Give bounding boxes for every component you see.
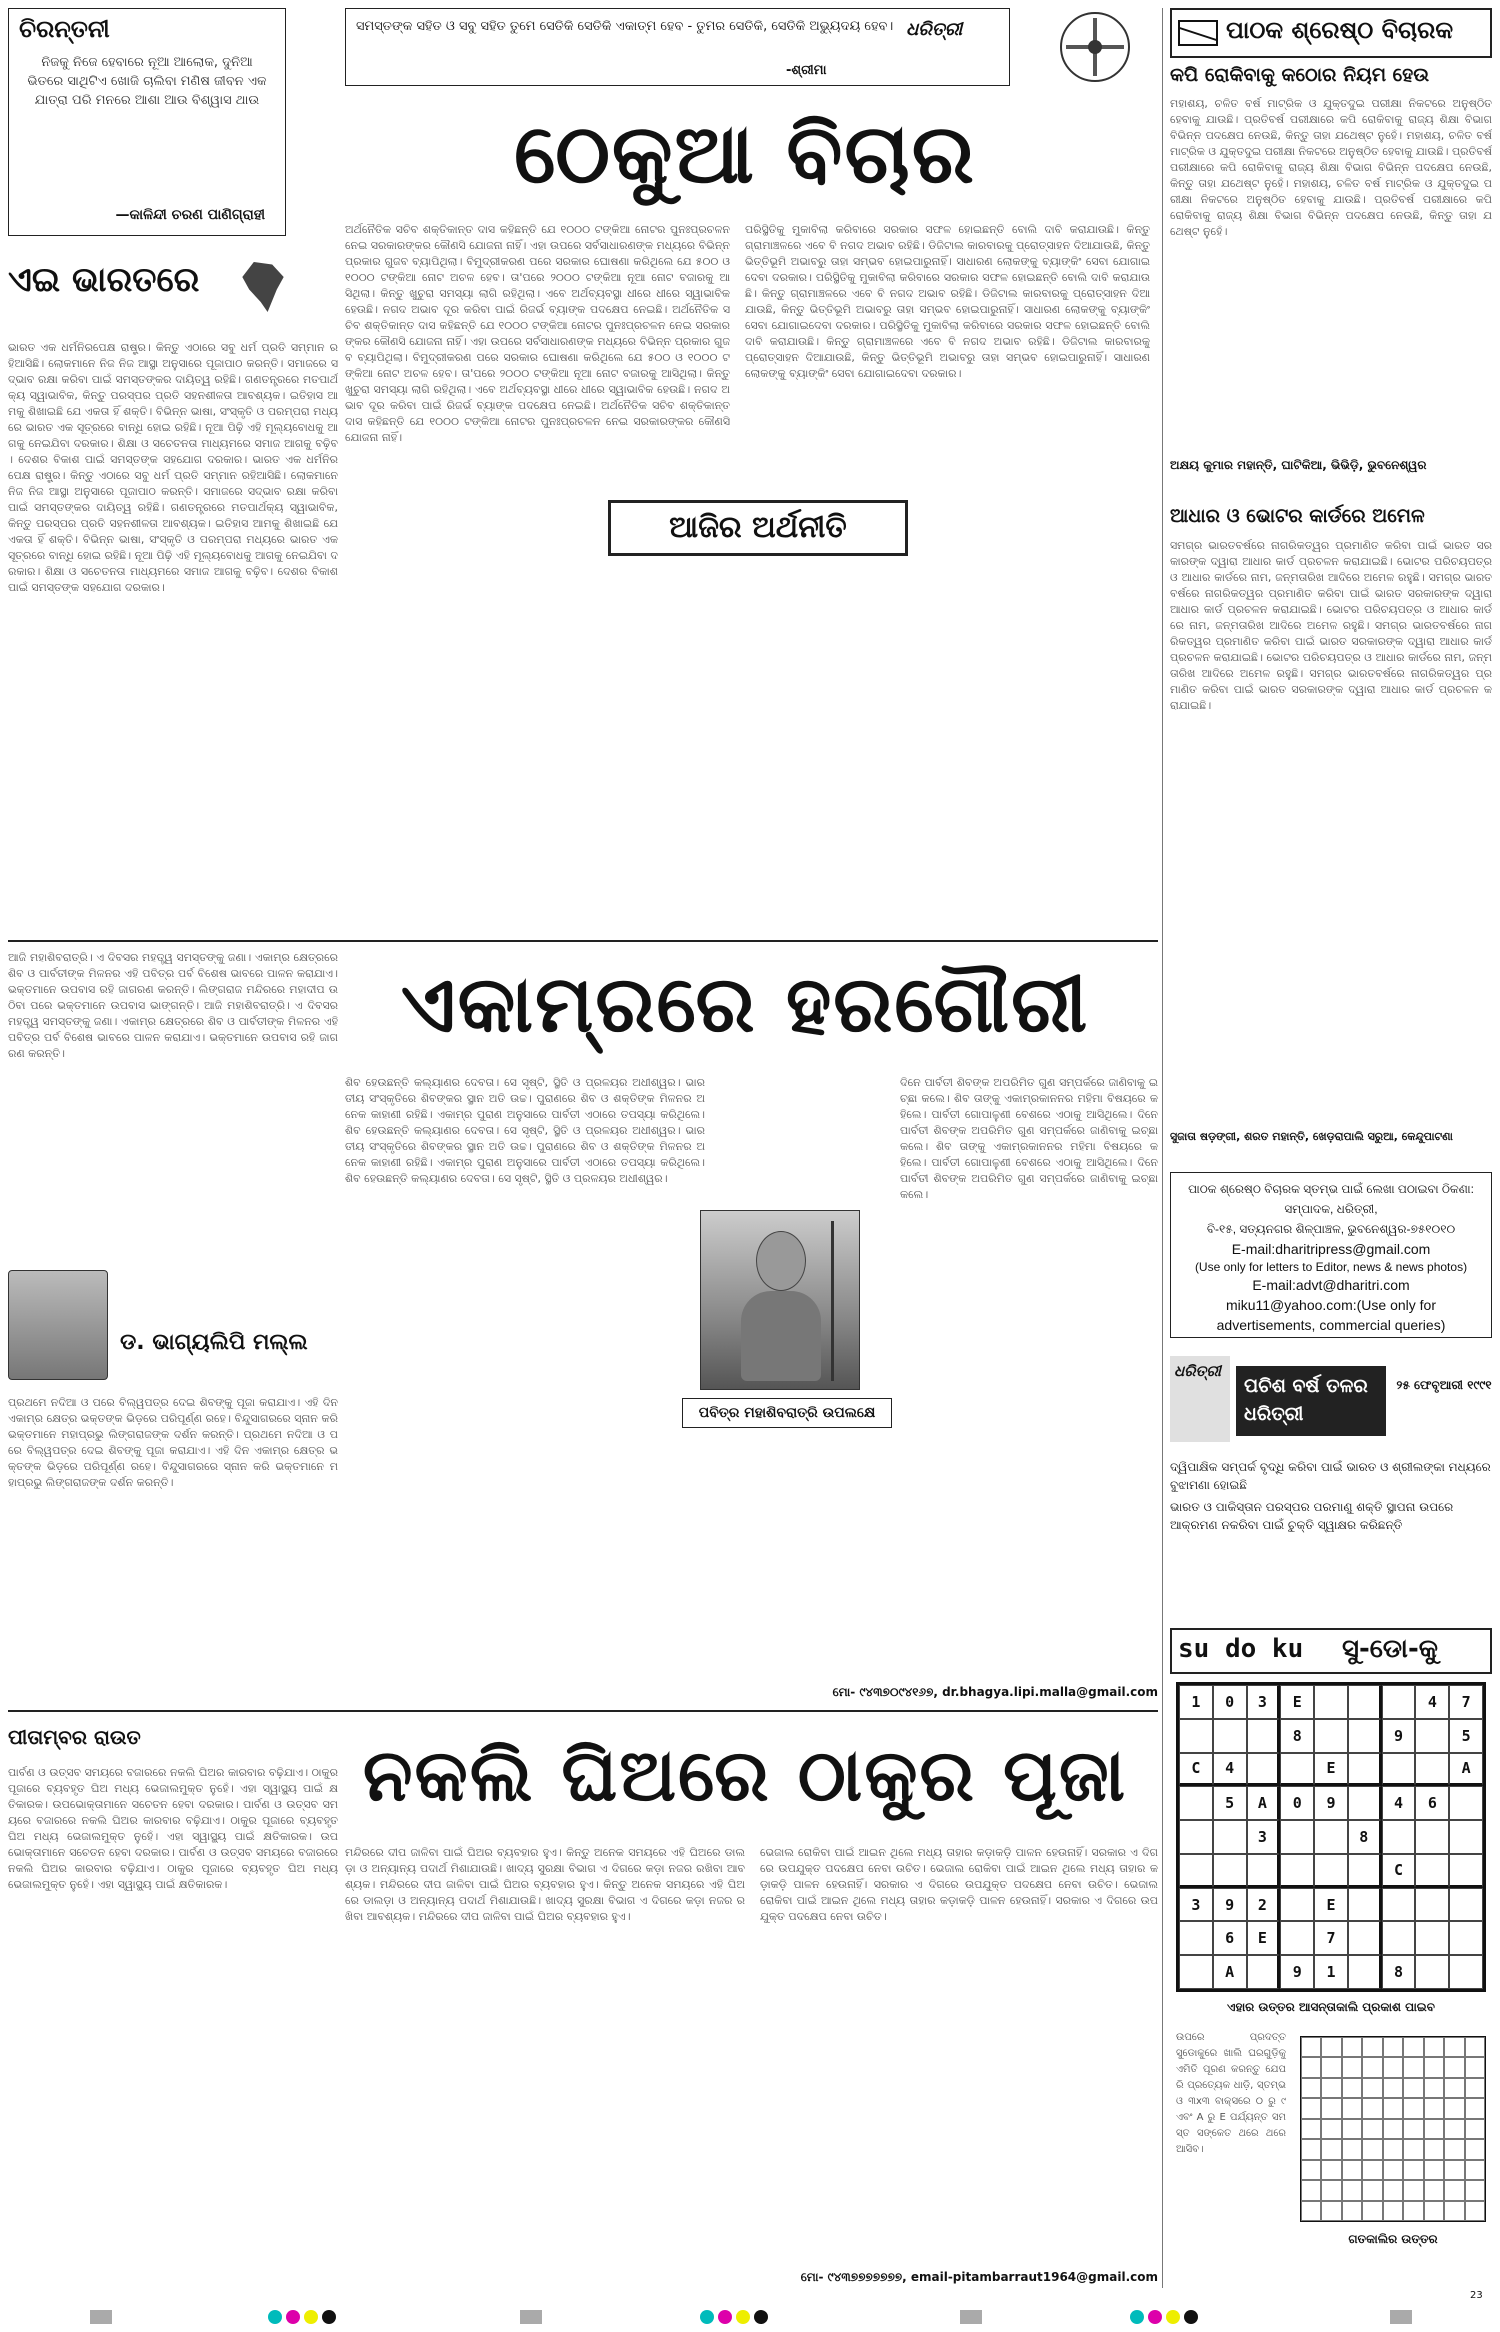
sudoku-cell[interactable] xyxy=(1348,1719,1382,1753)
sudoku-cell[interactable] xyxy=(1449,1820,1483,1854)
contact-line3: ବି-୧୫, ସତ୍ୟନଗର ଶିଳ୍ପାଞ୍ଚଳ, ଭୁବନେଶ୍ୱର-୭୫୧୦୧୦ xyxy=(1206,1222,1456,1236)
answer-cell xyxy=(1444,2057,1464,2077)
sudoku-cell[interactable]: E xyxy=(1280,1685,1314,1719)
harigauri-body-4: ଦିନେ ପାର୍ବତୀ ଶିବଙ୍କ ଅପରିମିତ ଗୁଣ ସମ୍ପର୍କରେ ଜାଣିବାକୁ ଇଚ୍ଛା କଲେ। ଶିବ ତାଙ୍କୁ ଏକାମ୍ରକାନନର ମହିମା ବିଷୟରେ କହିଲେ। ପାର୍ବତୀ ଗୋପାଳୁଣୀ ବେଶରେ ଏଠାକୁ ଆସିଥିଲେ। ଦିନେ ପାର୍ବତୀ ଶିବଙ୍କ ଅପରିମିତ ଗୁଣ ସମ୍ପର୍କରେ ଜାଣିବାକୁ ଇଚ୍ଛା କଲେ। ଶିବ ତାଙ୍କୁ ଏକାମ୍ରକାନନର ମହିମା ବିଷୟରେ କହିଲେ। ପାର୍ବତୀ ଗୋପାଳୁଣୀ ବେଶରେ ଏଠାକୁ ଆସିଥିଲେ। ଦିନେ ପାର୍ବତୀ ଶିବଙ୍କ ଅପରିମିତ ଗୁଣ ସମ୍ପର୍କରେ ଜାଣିବାକୁ ଇଚ୍ଛା କଲେ। xyxy=(900,1076,1158,1201)
sudoku-cell[interactable]: 8 xyxy=(1280,1719,1314,1753)
sudoku-cell[interactable] xyxy=(1415,1753,1449,1787)
contact-email3-note: advertisements, commercial queries) xyxy=(1216,1317,1446,1333)
anniversary-logo: ଧରିତ୍ରୀ xyxy=(1170,1356,1230,1442)
harigauri-body-2: ପ୍ରଥମେ ନଦିଆ ଓ ପରେ ବିଲ୍ୱପତ୍ର ଦେଇ ଶିବଙ୍କୁ ପୂଜା କରାଯାଏ। ଏହି ଦିନ ଏକାମ୍ର କ୍ଷେତ୍ର ଭକ୍ତଙ୍କ ଭିଡ଼ରେ ପରିପୂର୍ଣ୍ଣ ରହେ। ବିନ୍ଦୁସାଗରରେ ସ୍ନାନ କରି ଭକ୍ତମାନେ ମହାପ୍ରଭୁ ଲିଙ୍ଗରାଜଙ୍କ ଦର୍ଶନ କରନ୍ତି। ପ୍ରଥମେ ନଦିଆ ଓ ପରେ ବିଲ୍ୱପତ୍ର ଦେଇ ଶିବଙ୍କୁ ପୂଜା କରାଯାଏ। ଏହି ଦିନ ଏକାମ୍ର କ୍ଷେତ୍ର ଭକ୍ତଙ୍କ ଭିଡ଼ରେ ପରିପୂର୍ଣ୍ଣ ରହେ। ବିନ୍ଦୁସାଗରରେ ସ୍ନାନ କରି ଭକ୍ତମାନେ ମହାପ୍ରଭୁ ଲିଙ୍ଗରାଜଙ୍କ ଦର୍ଶନ କରନ୍ତି। xyxy=(8,1396,338,1489)
envelope-icon xyxy=(1178,20,1218,46)
answer-cell xyxy=(1321,2037,1341,2057)
sudoku-cell[interactable] xyxy=(1179,1719,1213,1753)
answer-cell xyxy=(1465,2078,1485,2098)
nakali-headline: ନକଲି ଘିଅରେ ଠାକୁର ପୂଜା xyxy=(362,1733,1128,1817)
sudoku-cell[interactable]: 1 xyxy=(1179,1685,1213,1719)
answer-cell xyxy=(1424,2160,1444,2180)
sudoku-cell[interactable]: 9 xyxy=(1213,1888,1247,1922)
sudoku-title-en: su do ku xyxy=(1178,1634,1304,1664)
answer-cell xyxy=(1465,2037,1485,2057)
sudoku-cell[interactable] xyxy=(1449,1854,1483,1888)
sudoku-cell[interactable]: 1 xyxy=(1314,1955,1348,1989)
sudoku-cell[interactable] xyxy=(1348,1854,1382,1888)
contact-email3[interactable]: miku11@yahoo.com:(Use only for xyxy=(1225,1297,1437,1313)
answer-cell xyxy=(1321,2057,1341,2077)
sudoku-cell[interactable]: 0 xyxy=(1280,1786,1314,1820)
sudoku-cell[interactable] xyxy=(1179,1786,1213,1820)
contact-box xyxy=(1170,1172,1492,1338)
sudoku-cell[interactable] xyxy=(1449,1921,1483,1955)
answer-cell xyxy=(1342,2160,1362,2180)
sudoku-cell[interactable] xyxy=(1280,1820,1314,1854)
sudoku-cell[interactable]: A xyxy=(1247,1786,1281,1820)
black-dot xyxy=(1184,2310,1198,2324)
nakali-author: ପୀତାମ୍ବର ରାଉତ xyxy=(8,1725,141,1749)
answer-cell xyxy=(1301,2180,1321,2200)
sudoku-cell[interactable]: 9 xyxy=(1314,1786,1348,1820)
answer-cell xyxy=(1465,2119,1485,2139)
sudoku-cell[interactable] xyxy=(1449,1786,1483,1820)
chirantani-poem: ନିଜକୁ ନିଜେ ହେବାରେ ନୂଆ ଆଲୋକ, ଦୁନିଆ ଭିତରେ ସାଥିଟିଏ ଖୋଜି ଚାଲିବା ମଣିଷ ଜୀବନ ଏକ ଯାତ୍ରା ପରି ମନରେ ଆଶା ଆଉ ବିଶ୍ୱାସ ଥାଉ xyxy=(27,55,267,108)
sudoku-cell[interactable] xyxy=(1213,1854,1247,1888)
sudoku-footer: ଏହାର ଉତ୍ତର ଆସନ୍ତାକାଲି ପ୍ରକାଶ ପାଇବ xyxy=(1227,2000,1435,2014)
anniversary-header xyxy=(1170,1356,1492,1446)
answer-cell xyxy=(1403,2139,1423,2159)
shiva-caption: ପବିତ୍ର ମହାଶିବରାତ୍ରି ଉପଲକ୍ଷେ xyxy=(698,1405,876,1421)
nakali-contact: ମୋ- ୯୪୩୭୭୭୭୭୭୭, email-pitambarraut1964@gmail.com xyxy=(800,2270,1158,2284)
answer-cell xyxy=(1362,2119,1382,2139)
page-number: 23 xyxy=(1470,2290,1483,2301)
anniversary-news2: ଭାରତ ଓ ପାକିସ୍ତାନ ପରସ୍ପର ପରମାଣୁ ଶକ୍ତି ସ୍ଥାପନା ଉପରେ ଆକ୍ରମଣ ନକରିବା ପାଇଁ ଚୁକ୍ତି ସ୍ୱାକ୍ଷର କରିଛନ୍ତି xyxy=(1170,1500,1454,1532)
answer-cell xyxy=(1424,2201,1444,2221)
answer-cell xyxy=(1362,2201,1382,2221)
answer-cell xyxy=(1342,2098,1362,2118)
sudoku-cell[interactable] xyxy=(1179,1820,1213,1854)
anniversary-news1: ଦ୍ୱିପାକ୍ଷିକ ସମ୍ପର୍କ ବୃଦ୍ଧି କରିବା ପାଇଁ ଭାରତ ଓ ଶ୍ରୀଲଙ୍କା ମଧ୍ୟରେ ବୁଝାମଣା ହୋଇଛି xyxy=(1170,1460,1491,1492)
answer-cell xyxy=(1301,2078,1321,2098)
reg-mark xyxy=(960,2310,982,2324)
sudoku-cell[interactable] xyxy=(1348,1921,1382,1955)
cyan-dot xyxy=(268,2310,282,2324)
answer-cell xyxy=(1383,2078,1403,2098)
answer-cell xyxy=(1301,2098,1321,2118)
sudoku-cell[interactable] xyxy=(1382,1921,1416,1955)
answer-cell xyxy=(1465,2201,1485,2221)
sudoku-cell[interactable]: A xyxy=(1213,1955,1247,1989)
answer-cell xyxy=(1362,2057,1382,2077)
letter1-author: ଅକ୍ଷୟ କୁମାର ମହାନ୍ତି, ଘାଟିକିଆ, ଭିଭିଡ଼ି, ଭୁବନେଶ୍ୱର xyxy=(1170,458,1427,472)
right-column-divider xyxy=(1162,8,1163,2288)
reg-mark xyxy=(90,2310,112,2324)
sudoku-cell[interactable]: 5 xyxy=(1449,1719,1483,1753)
contact-line1: ପାଠକ ଶ୍ରେଷ୍ଠ ବିଚାରକ ସ୍ତମ୍ଭ ପାଇଁ ଲେଖା ପଠାଇବା ଠିକଣା: xyxy=(1188,1182,1474,1196)
sudoku-cell[interactable]: A xyxy=(1449,1753,1483,1787)
answer-cell xyxy=(1383,2119,1403,2139)
answer-cell xyxy=(1444,2037,1464,2057)
answer-cell xyxy=(1383,2160,1403,2180)
sudoku-cell[interactable] xyxy=(1314,1719,1348,1753)
sudoku-cell[interactable]: 9 xyxy=(1280,1955,1314,1989)
answer-cell xyxy=(1362,2098,1382,2118)
answer-cell xyxy=(1383,2180,1403,2200)
sudoku-cell[interactable] xyxy=(1280,1888,1314,1922)
sudoku-cell[interactable] xyxy=(1280,1854,1314,1888)
answer-cell xyxy=(1403,2201,1423,2221)
sudoku-cell[interactable]: 5 xyxy=(1213,1786,1247,1820)
answer-cell xyxy=(1342,2078,1362,2098)
sudoku-cell[interactable]: E xyxy=(1247,1921,1281,1955)
previous-answer-grid xyxy=(1300,2036,1486,2222)
section-divider-1 xyxy=(8,940,1158,942)
answer-cell xyxy=(1321,2180,1341,2200)
sudoku-cell[interactable] xyxy=(1382,1685,1416,1719)
quote-author: -ଶ୍ରୀମା xyxy=(786,63,827,78)
yellow-dot xyxy=(304,2310,318,2324)
section-divider-2 xyxy=(8,1710,1158,1712)
sudoku-cell[interactable] xyxy=(1213,1820,1247,1854)
sudoku-cell[interactable]: E xyxy=(1314,1753,1348,1787)
answer-cell xyxy=(1383,2037,1403,2057)
sudoku-cell[interactable] xyxy=(1415,1955,1449,1989)
answer-cell xyxy=(1403,2180,1423,2200)
answer-cell xyxy=(1403,2119,1423,2139)
nakali-body-1: ପାର୍ବଣ ଓ ଉତ୍ସବ ସମୟରେ ବଜାରରେ ନକଲି ଘିଅର କାରବାର ବଢ଼ିଯାଏ। ଠାକୁର ପୂଜାରେ ବ୍ୟବହୃତ ଘିଅ ମଧ୍ୟ ଭେଜାଲମୁକ୍ତ ନୁହେଁ। ଏହା ସ୍ୱାସ୍ଥ୍ୟ ପାଇଁ କ୍ଷତିକାରକ। ଉପଭୋକ୍ତାମାନେ ସଚେତନ ହେବା ଦରକାର। ପାର୍ବଣ ଓ ଉତ୍ସବ ସମୟରେ ବଜାରରେ ନକଲି ଘିଅର କାରବାର ବଢ଼ିଯାଏ। ଠାକୁର ପୂଜାରେ ବ୍ୟବହୃତ ଘିଅ ମଧ୍ୟ ଭେଜାଲମୁକ୍ତ ନୁହେଁ। ଏହା ସ୍ୱାସ୍ଥ୍ୟ ପାଇଁ କ୍ଷତିକାରକ। ଉପଭୋକ୍ତାମାନେ ସଚେତନ ହେବା ଦରକାର। ପାର୍ବଣ ଓ ଉତ୍ସବ ସମୟରେ ବଜାରରେ ନକଲି ଘିଅର କାରବାର ବଢ଼ିଯାଏ। ଠାକୁର ପୂଜାରେ ବ୍ୟବହୃତ ଘିଅ ମଧ୍ୟ ଭେଜାଲମୁକ୍ତ ନୁହେଁ। ଏହା ସ୍ୱାସ୍ଥ୍ୟ ପାଇଁ କ୍ଷତିକାରକ। xyxy=(8,1766,338,1891)
sudoku-cell[interactable]: 6 xyxy=(1415,1786,1449,1820)
sudoku-cell[interactable] xyxy=(1449,1955,1483,1989)
harigauri-headline: ଏକାମ୍ରରେ ହରଗୌରୀ xyxy=(400,960,1090,1050)
reg-mark xyxy=(1390,2310,1412,2324)
answer-cell xyxy=(1444,2139,1464,2159)
letters-header xyxy=(1170,8,1492,58)
answer-cell xyxy=(1444,2201,1464,2221)
sudoku-cell[interactable] xyxy=(1247,1719,1281,1753)
nakali-body-2: ମନ୍ଦିରରେ ଦୀପ ଜାଳିବା ପାଇଁ ଘିଅର ବ୍ୟବହାର ହୁଏ। କିନ୍ତୁ ଅନେକ ସମୟରେ ଏହି ଘିଅରେ ଡାଲଡ଼ା ଓ ଅନ୍ୟାନ୍ୟ ପଦାର୍ଥ ମିଶାଯାଉଛି। ଖାଦ୍ୟ ସୁରକ୍ଷା ବିଭାଗ ଏ ଦିଗରେ କଡ଼ା ନଜର ରଖିବା ଆବଶ୍ୟକ। ମନ୍ଦିରରେ ଦୀପ ଜାଳିବା ପାଇଁ ଘିଅର ବ୍ୟବହାର ହୁଏ। କିନ୍ତୁ ଅନେକ ସମୟରେ ଏହି ଘିଅରେ ଡାଲଡ଼ା ଓ ଅନ୍ୟାନ୍ୟ ପଦାର୍ଥ ମିଶାଯାଉଛି। ଖାଦ୍ୟ ସୁରକ୍ଷା ବିଭାଗ ଏ ଦିଗରେ କଡ଼ା ନଜର ରଖିବା ଆବଶ୍ୟକ। ମନ୍ଦିରରେ ଦୀପ ଜାଳିବା ପାଇଁ ଘିଅର ବ୍ୟବହାର ହୁଏ। xyxy=(345,1846,745,1923)
sudoku-cell[interactable] xyxy=(1382,1820,1416,1854)
answer-cell xyxy=(1342,2180,1362,2200)
answer-cell xyxy=(1362,2180,1382,2200)
answer-cell xyxy=(1301,2201,1321,2221)
contact-line2: ସମ୍ପାଦକ, ଧରିତ୍ରୀ, xyxy=(1284,1202,1378,1216)
wheel-icon xyxy=(1060,12,1130,82)
answer-cell xyxy=(1301,2057,1321,2077)
magenta-dot xyxy=(1148,2310,1162,2324)
yellow-dot xyxy=(1166,2310,1180,2324)
answer-cell xyxy=(1403,2057,1423,2077)
answer-cell xyxy=(1342,2119,1362,2139)
answer-cell xyxy=(1383,2057,1403,2077)
sudoku-cell[interactable] xyxy=(1314,1685,1348,1719)
sudoku-cell[interactable] xyxy=(1415,1719,1449,1753)
answer-cell xyxy=(1424,2098,1444,2118)
chirantani-box xyxy=(8,8,286,236)
answer-cell xyxy=(1424,2139,1444,2159)
harigauri-author: ଡ. ଭାଗ୍ୟଲିପି ମଲ୍ଲ xyxy=(120,1330,308,1355)
sudoku-instructions: ଉପରେ ପ୍ରଦତ୍ତ ସୁଡୋକୁରେ ଖାଲି ଘରଗୁଡ଼ିକୁ ଏମିତି ପୂରଣ କରନ୍ତୁ ଯେପରି ପ୍ରତ୍ୟେକ ଧାଡ଼ି, ସ୍ତମ୍ଭ ଓ ୩x୩ ବାକ୍ସରେ ୦ ରୁ ୯ ଏବଂ A ରୁ E ପର୍ଯ୍ୟନ୍ତ ସମସ୍ତ ସଙ୍କେତ ଥରେ ଥରେ ଆସିବ। xyxy=(1176,2032,1286,2155)
sudoku-cell[interactable] xyxy=(1314,1820,1348,1854)
sudoku-cell[interactable] xyxy=(1247,1854,1281,1888)
sudoku-cell[interactable]: 4 xyxy=(1213,1753,1247,1787)
anniversary-date: ୨୫ ଫେବୃଆରୀ ୧୯୯୧ xyxy=(1396,1378,1492,1392)
column-masthead xyxy=(8,260,288,330)
sudoku-cell[interactable] xyxy=(1314,1854,1348,1888)
sudoku-cell[interactable] xyxy=(1382,1753,1416,1787)
answer-cell xyxy=(1403,2037,1423,2057)
letter2-title: ଆଧାର ଓ ଭୋଟର କାର୍ଡରେ ଅମେଳ xyxy=(1170,505,1425,527)
answer-cell xyxy=(1301,2037,1321,2057)
answer-cell xyxy=(1424,2119,1444,2139)
sudoku-cell[interactable] xyxy=(1348,1786,1382,1820)
black-dot xyxy=(754,2310,768,2324)
answer-cell xyxy=(1362,2037,1382,2057)
editorial-body-1: ଅର୍ଥନୈତିକ ସଚିବ ଶକ୍ତିକାନ୍ତ ଦାସ କହିଛନ୍ତି ଯେ ୧୦୦୦ ଟଙ୍କିଆ ନୋଟର ପୁନଃପ୍ରଚଳନ ନେଇ ସରକାରଙ୍କର କୌଣସି ଯୋଜନା ନାହିଁ। ଏହା ଉପରେ ସର୍ବସାଧାରଣଙ୍କ ମଧ୍ୟରେ ବିଭିନ୍ନ ପ୍ରକାର ଗୁଜବ ବ୍ୟାପିଥିଲା। ବିମୁଦ୍ରୀକରଣ ପରେ ସରକାର ଘୋଷଣା କରିଥିଲେ ଯେ ୫୦୦ ଓ ୧୦୦୦ ଟଙ୍କିଆ ନୋଟ ଅଚଳ ହେବ। ତା'ପରେ ୨୦୦୦ ଟଙ୍କିଆ ନୂଆ ନୋଟ ବଜାରକୁ ଆସିଥିଲା। କିନ୍ତୁ ଖୁଚୁରା ସମସ୍ୟା ଲାଗି ରହିଥିଲା। ଏବେ ଅର୍ଥବ୍ୟବସ୍ଥା ଧୀରେ ଧୀରେ ସ୍ୱାଭାବିକ ହେଉଛି। ନଗଦ ଅଭାବ ଦୂର କରିବା ପାଇଁ ରିଜର୍ଭ ବ୍ୟାଙ୍କ ପଦକ୍ଷେପ ନେଇଛି। ଅର୍ଥନୈତିକ ସଚିବ ଶକ୍ତିକାନ୍ତ ଦାସ କହିଛନ୍ତି ଯେ ୧୦୦୦ ଟଙ୍କିଆ ନୋଟର ପୁନଃପ୍ରଚଳନ ନେଇ ସରକାରଙ୍କର କୌଣସି ଯୋଜନା ନାହିଁ। ଏହା ଉପରେ ସର୍ବସାଧାରଣଙ୍କ ମଧ୍ୟରେ ବିଭିନ୍ନ ପ୍ରକାର ଗୁଜବ ବ୍ୟାପିଥିଲା। ବିମୁଦ୍ରୀକରଣ ପରେ ସରକାର ଘୋଷଣା କରିଥିଲେ ଯେ ୫୦୦ ଓ ୧୦୦୦ ଟଙ୍କିଆ ନୋଟ ଅଚଳ ହେବ। ତା'ପରେ ୨୦୦୦ ଟଙ୍କିଆ ନୂଆ ନୋଟ ବଜାରକୁ ଆସିଥିଲା। କିନ୍ତୁ ଖୁଚୁରା ସମସ୍ୟା ଲାଗି ରହିଥିଲା। ଏବେ ଅର୍ଥବ୍ୟବସ୍ଥା ଧୀରେ ଧୀରେ ସ୍ୱାଭାବିକ ହେଉଛି। ନଗଦ ଅଭାବ ଦୂର କରିବା ପାଇଁ ରିଜର୍ଭ ବ୍ୟାଙ୍କ ପଦକ୍ଷେପ ନେଇଛି। ଅର୍ଥନୈତିକ ସଚିବ ଶକ୍ତିକାନ୍ତ ଦାସ କହିଛନ୍ତି ଯେ ୧୦୦୦ ଟଙ୍କିଆ ନୋଟର ପୁନଃପ୍ରଚଳନ ନେଇ ସରକାରଙ୍କର କୌଣସି ଯୋଜନା ନାହିଁ। xyxy=(345,223,730,444)
answer-cell xyxy=(1342,2201,1362,2221)
sudoku-cell[interactable]: 8 xyxy=(1348,1820,1382,1854)
answer-cell xyxy=(1444,2078,1464,2098)
column-name: ଏଇ ଭାରତରେ xyxy=(8,260,200,300)
harigauri-body-3: ଶିବ ହେଉଛନ୍ତି କଲ୍ୟାଣର ଦେବତା। ସେ ସୃଷ୍ଟି, ସ୍ଥିତି ଓ ପ୍ରଳୟର ଅଧୀଶ୍ୱର। ଭାରତୀୟ ସଂସ୍କୃତିରେ ଶିବଙ୍କର ସ୍ଥାନ ଅତି ଉଚ୍ଚ। ପୁରାଣରେ ଶିବ ଓ ଶକ୍ତିଙ୍କ ମିଳନର ଅନେକ କାହାଣୀ ରହିଛି। ଏକାମ୍ର ପୁରାଣ ଅନୁସାରେ ପାର୍ବତୀ ଏଠାରେ ତପସ୍ୟା କରିଥିଲେ। ଶିବ ହେଉଛନ୍ତି କଲ୍ୟାଣର ଦେବତା। ସେ ସୃଷ୍ଟି, ସ୍ଥିତି ଓ ପ୍ରଳୟର ଅଧୀଶ୍ୱର। ଭାରତୀୟ ସଂସ୍କୃତିରେ ଶିବଙ୍କର ସ୍ଥାନ ଅତି ଉଚ୍ଚ। ପୁରାଣରେ ଶିବ ଓ ଶକ୍ତିଙ୍କ ମିଳନର ଅନେକ କାହାଣୀ ରହିଛି। ଏକାମ୍ର ପୁରାଣ ଅନୁସାରେ ପାର୍ବତୀ ଏଠାରେ ତପସ୍ୟା କରିଥିଲେ। ଶିବ ହେଉଛନ୍ତି କଲ୍ୟାଣର ଦେବତା। ସେ ସୃଷ୍ଟି, ସ୍ଥିତି ଓ ପ୍ରଳୟର ଅଧୀଶ୍ୱର। xyxy=(345,1076,705,1185)
harigauri-body-1: ଆଜି ମହାଶିବରାତ୍ରି। ଏ ଦିବସର ମହତ୍ତ୍ୱ ସମସ୍ତଙ୍କୁ ଜଣା। ଏକାମ୍ର କ୍ଷେତ୍ରରେ ଶିବ ଓ ପାର୍ବତୀଙ୍କ ମିଳନର ଏହି ପବିତ୍ର ପର୍ବ ବିଶେଷ ଭାବରେ ପାଳନ କରାଯାଏ। ଭକ୍ତମାନେ ଉପବାସ ରହି ଜାଗରଣ କରନ୍ତି। ଲିଙ୍ଗରାଜ ମନ୍ଦିରରେ ମହାଦୀପ ଉଠିବା ପରେ ଭକ୍ତମାନେ ଉପବାସ ଭାଙ୍ଗନ୍ତି। ଆଜି ମହାଶିବରାତ୍ରି। ଏ ଦିବସର ମହତ୍ତ୍ୱ ସମସ୍ତଙ୍କୁ ଜଣା। ଏକାମ୍ର କ୍ଷେତ୍ରରେ ଶିବ ଓ ପାର୍ବତୀଙ୍କ ମିଳନର ଏହି ପବିତ୍ର ପର୍ବ ବିଶେଷ ଭାବରେ ପାଳନ କରାଯାଏ। ଭକ୍ତମାନେ ଉପବାସ ରହି ଜାଗରଣ କରନ୍ତି। xyxy=(8,951,338,1060)
sudoku-cell[interactable]: 3 xyxy=(1247,1685,1281,1719)
dharitri-logo: ଧରିତ୍ରୀ xyxy=(906,19,963,40)
sudoku-cell[interactable] xyxy=(1449,1888,1483,1922)
sudoku-cell[interactable] xyxy=(1348,1888,1382,1922)
answer-cell xyxy=(1465,2180,1485,2200)
magenta-dot xyxy=(718,2310,732,2324)
answer-cell xyxy=(1321,2098,1341,2118)
answer-cell xyxy=(1465,2098,1485,2118)
sudoku-cell[interactable]: 9 xyxy=(1382,1719,1416,1753)
answer-cell xyxy=(1444,2119,1464,2139)
sudoku-cell[interactable] xyxy=(1280,1921,1314,1955)
shiva-image xyxy=(700,1210,860,1390)
answer-cell xyxy=(1424,2037,1444,2057)
letter1-body: ମହାଶୟ, ଚଳିତ ବର୍ଷ ମାଟ୍ରିକ ଓ ଯୁକ୍ତଦୁଇ ପରୀକ୍ଷା ନିକଟରେ ଅନୁଷ୍ଠିତ ହେବାକୁ ଯାଉଛି। ପ୍ରତିବର୍ଷ ପରୀକ୍ଷାରେ କପି ରୋକିବାକୁ ରାଜ୍ୟ ଶିକ୍ଷା ବିଭାଗ ବିଭିନ୍ନ ପଦକ୍ଷେପ ନେଉଛି, କିନ୍ତୁ ତାହା ଯଥେଷ୍ଟ ନୁହେଁ। ମହାଶୟ, ଚଳିତ ବର୍ଷ ମାଟ୍ରିକ ଓ ଯୁକ୍ତଦୁଇ ପରୀକ୍ଷା ନିକଟରେ ଅନୁଷ୍ଠିତ ହେବାକୁ ଯାଉଛି। ପ୍ରତିବର୍ଷ ପରୀକ୍ଷାରେ କପି ରୋକିବାକୁ ରାଜ୍ୟ ଶିକ୍ଷା ବିଭାଗ ବିଭିନ୍ନ ପଦକ୍ଷେପ ନେଉଛି, କିନ୍ତୁ ତାହା ଯଥେଷ୍ଟ ନୁହେଁ। ମହାଶୟ, ଚଳିତ ବର୍ଷ ମାଟ୍ରିକ ଓ ଯୁକ୍ତଦୁଇ ପରୀକ୍ଷା ନିକଟରେ ଅନୁଷ୍ଠିତ ହେବାକୁ ଯାଉଛି। ପ୍ରତିବର୍ଷ ପରୀକ୍ଷାରେ କପି ରୋକିବାକୁ ରାଜ୍ୟ ଶିକ୍ଷା ବିଭାଗ ବିଭିନ୍ନ ପଦକ୍ଷେପ ନେଉଛି, କିନ୍ତୁ ତାହା ଯଥେଷ୍ଟ ନୁହେଁ। xyxy=(1170,97,1492,238)
answer-cell xyxy=(1424,2057,1444,2077)
answer-cell xyxy=(1342,2037,1362,2057)
answer-cell xyxy=(1383,2139,1403,2159)
answer-cell xyxy=(1444,2160,1464,2180)
sudoku-header xyxy=(1170,1628,1492,1674)
sudoku-cell[interactable]: 6 xyxy=(1213,1921,1247,1955)
sudoku-cell[interactable] xyxy=(1415,1888,1449,1922)
sudoku-cell[interactable]: C xyxy=(1179,1753,1213,1787)
answer-cell xyxy=(1321,2139,1341,2159)
answer-cell xyxy=(1321,2078,1341,2098)
sudoku-cell[interactable] xyxy=(1348,1955,1382,1989)
answer-cell xyxy=(1301,2139,1321,2159)
answer-cell xyxy=(1342,2139,1362,2159)
sudoku-cell[interactable] xyxy=(1179,1955,1213,1989)
sudoku-cell[interactable] xyxy=(1213,1719,1247,1753)
quote-box xyxy=(345,8,1010,86)
answer-cell xyxy=(1362,2139,1382,2159)
sudoku-cell[interactable]: 4 xyxy=(1415,1685,1449,1719)
harigauri-contact: ମୋ- ୯୪୩୭୦୯୪୧୬୭, dr.bhagya.lipi.malla@gmail.com xyxy=(832,1685,1158,1699)
answer-cell xyxy=(1403,2078,1423,2098)
answer-cell xyxy=(1444,2098,1464,2118)
author-photo xyxy=(8,1270,108,1380)
letter2-body: ସମଗ୍ର ଭାରତବର୍ଷରେ ନାଗରିକତ୍ୱର ପ୍ରମାଣିତ କରିବା ପାଇଁ ଭାରତ ସରକାରଙ୍କ ଦ୍ୱାରା ଆଧାର କାର୍ଡ ପ୍ରଚଳନ କରାଯାଇଛି। ଭୋଟର ପରିଚୟପତ୍ର ଓ ଆଧାର କାର୍ଡରେ ନାମ, ଜନ୍ମତାରିଖ ଆଦିରେ ଅମେଳ ରହୁଛି। ସମଗ୍ର ଭାରତବର୍ଷରେ ନାଗରିକତ୍ୱର ପ୍ରମାଣିତ କରିବା ପାଇଁ ଭାରତ ସରକାରଙ୍କ ଦ୍ୱାରା ଆଧାର କାର୍ଡ ପ୍ରଚଳନ କରାଯାଇଛି। ଭୋଟର ପରିଚୟପତ୍ର ଓ ଆଧାର କାର୍ଡରେ ନାମ, ଜନ୍ମତାରିଖ ଆଦିରେ ଅମେଳ ରହୁଛି। ସମଗ୍ର ଭାରତବର୍ଷରେ ନାଗରିକତ୍ୱର ପ୍ରମାଣିତ କରିବା ପାଇଁ ଭାରତ ସରକାରଙ୍କ ଦ୍ୱାରା ଆଧାର କାର୍ଡ ପ୍ରଚଳନ କରାଯାଇଛି। ଭୋଟର ପରିଚୟପତ୍ର ଓ ଆଧାର କାର୍ଡରେ ନାମ, ଜନ୍ମତାରିଖ ଆଦିରେ ଅମେଳ ରହୁଛି। ସମଗ୍ର ଭାରତବର୍ଷରେ ନାଗରିକତ୍ୱର ପ୍ରମାଣିତ କରିବା ପାଇଁ ଭାରତ ସରକାରଙ୍କ ଦ୍ୱାରା ଆଧାର କାର୍ଡ ପ୍ରଚଳନ କରାଯାଇଛି। xyxy=(1170,539,1492,712)
sudoku-cell[interactable]: 0 xyxy=(1213,1685,1247,1719)
letter1-title: କପି ରୋକିବାକୁ କଠୋର ନିୟମ ହେଉ xyxy=(1170,64,1430,86)
nakali-body-3: ଭେଜାଲ ରୋକିବା ପାଇଁ ଆଇନ ଥିଲେ ମଧ୍ୟ ତାହାର କଡ଼ାକଡ଼ି ପାଳନ ହେଉନାହିଁ। ସରକାର ଏ ଦିଗରେ ଉପଯୁକ୍ତ ପଦକ୍ଷେପ ନେବା ଉଚିତ। ଭେଜାଲ ରୋକିବା ପାଇଁ ଆଇନ ଥିଲେ ମଧ୍ୟ ତାହାର କଡ଼ାକଡ଼ି ପାଳନ ହେଉନାହିଁ। ସରକାର ଏ ଦିଗରେ ଉପଯୁକ୍ତ ପଦକ୍ଷେପ ନେବା ଉଚିତ। ଭେଜାଲ ରୋକିବା ପାଇଁ ଆଇନ ଥିଲେ ମଧ୍ୟ ତାହାର କଡ଼ାକଡ଼ି ପାଳନ ହେଉନାହିଁ। ସରକାର ଏ ଦିଗରେ ଉପଯୁକ୍ତ ପଦକ୍ଷେପ ନେବା ଉଚିତ। xyxy=(760,1846,1158,1923)
answer-cell xyxy=(1383,2098,1403,2118)
answer-cell xyxy=(1465,2057,1485,2077)
sudoku-cell[interactable]: 3 xyxy=(1179,1888,1213,1922)
subhead-box xyxy=(608,500,908,556)
letters-title: ପାଠକ ଶ୍ରେଷ୍ଠ ବିଚାରକ xyxy=(1226,16,1454,44)
contact-email1-note: (Use only for letters to Editor, news & news photos) xyxy=(1194,1260,1468,1274)
cyan-dot xyxy=(700,2310,714,2324)
answer-cell xyxy=(1321,2160,1341,2180)
answer-cell xyxy=(1403,2098,1423,2118)
answer-cell xyxy=(1383,2201,1403,2221)
sudoku-cell[interactable] xyxy=(1247,1955,1281,1989)
column-body: ଭାରତ ଏକ ଧର୍ମନିରପେକ୍ଷ ରାଷ୍ଟ୍ର। କିନ୍ତୁ ଏଠାରେ ସବୁ ଧର୍ମ ପ୍ରତି ସମ୍ମାନ ରହିଆସିଛି। ଲୋକମାନେ ନିଜ ନିଜ ଆସ୍ଥା ଅନୁସାରେ ପୂଜାପାଠ କରନ୍ତି। ସମାଜରେ ସଦ୍ଭାବ ରକ୍ଷା କରିବା ପାଇଁ ସମସ୍ତଙ୍କର ଦାୟିତ୍ୱ ରହିଛି। ଗଣତନ୍ତ୍ରରେ ମତପାର୍ଥକ୍ୟ ସ୍ୱାଭାବିକ, କିନ୍ତୁ ପରସ୍ପର ପ୍ରତି ସହନଶୀଳତା ଆବଶ୍ୟକ। ଇତିହାସ ଆମକୁ ଶିଖାଇଛି ଯେ ଏକତା ହିଁ ଶକ୍ତି। ବିଭିନ୍ନ ଭାଷା, ସଂସ୍କୃତି ଓ ପରମ୍ପରା ମଧ୍ୟରେ ଭାରତ ଏକ ସୂତ୍ରରେ ବାନ୍ଧି ହୋଇ ରହିଛି। ନୂଆ ପିଢ଼ି ଏହି ମୂଲ୍ୟବୋଧକୁ ଆଗକୁ ନେଇଯିବା ଦରକାର। ଶିକ୍ଷା ଓ ସଚେତନତା ମାଧ୍ୟମରେ ସମାଜ ଆଗକୁ ବଢ଼ିବ। ଦେଶର ବିକାଶ ପାଇଁ ସମସ୍ତଙ୍କ ସହଯୋଗ ଦରକାର। ଭାରତ ଏକ ଧର୍ମନିରପେକ୍ଷ ରାଷ୍ଟ୍ର। କିନ୍ତୁ ଏଠାରେ ସବୁ ଧର୍ମ ପ୍ରତି ସମ୍ମାନ ରହିଆସିଛି। ଲୋକମାନେ ନିଜ ନିଜ ଆସ୍ଥା ଅନୁସାରେ ପୂଜାପାଠ କରନ୍ତି। ସମାଜରେ ସଦ୍ଭାବ ରକ୍ଷା କରିବା ପାଇଁ ସମସ୍ତଙ୍କର ଦାୟିତ୍ୱ ରହିଛି। ଗଣତନ୍ତ୍ରରେ ମତପାର୍ଥକ୍ୟ ସ୍ୱାଭାବିକ, କିନ୍ତୁ ପରସ୍ପର ପ୍ରତି ସହନଶୀଳତା ଆବଶ୍ୟକ। ଇତିହାସ ଆମକୁ ଶିଖାଇଛି ଯେ ଏକତା ହିଁ ଶକ୍ତି। ବିଭିନ୍ନ ଭାଷା, ସଂସ୍କୃତି ଓ ପରମ୍ପରା ମଧ୍ୟରେ ଭାରତ ଏକ ସୂତ୍ରରେ ବାନ୍ଧି ହୋଇ ରହିଛି। ନୂଆ ପିଢ଼ି ଏହି ମୂଲ୍ୟବୋଧକୁ ଆଗକୁ ନେଇଯିବା ଦରକାର। ଶିକ୍ଷା ଓ ସଚେତନତା ମାଧ୍ୟମରେ ସମାଜ ଆଗକୁ ବଢ଼ିବ। ଦେଶର ବିକାଶ ପାଇଁ ସମସ୍ତଙ୍କ ସହଯୋଗ ଦରକାର। xyxy=(8,341,338,594)
answer-cell xyxy=(1362,2078,1382,2098)
sudoku-cell[interactable] xyxy=(1348,1685,1382,1719)
answer-cell xyxy=(1424,2180,1444,2200)
previous-answer-label: ଗତକାଲିର ଉତ୍ତର xyxy=(1348,2232,1438,2246)
yellow-dot xyxy=(736,2310,750,2324)
contact-email1[interactable]: E-mail:dharitripress@gmail.com xyxy=(1231,1241,1431,1257)
anniversary-title: ପଚିଶ ବର୍ଷ ତଳର ଧରିତ୍ରୀ xyxy=(1236,1366,1386,1436)
answer-cell xyxy=(1465,2139,1485,2159)
sudoku-cell[interactable]: 7 xyxy=(1314,1921,1348,1955)
quote-text: ସମସ୍ତଙ୍କ ସହିତ ଓ ସବୁ ସହିତ ତୁମେ ସେତିକି ସେତିକି ଏକାତ୍ମ ହେବ - ତୁମର ସେତିକି, ସେତିକି ଅଭ୍ୟୁଦୟ ହେବ। xyxy=(356,19,894,34)
sudoku-cell[interactable]: 3 xyxy=(1247,1820,1281,1854)
sudoku-cell[interactable]: E xyxy=(1314,1888,1348,1922)
magenta-dot xyxy=(286,2310,300,2324)
answer-cell xyxy=(1424,2078,1444,2098)
sudoku-title-or: ସୁ-ଡୋ-କୁ xyxy=(1342,1634,1438,1664)
cyan-dot xyxy=(1130,2310,1144,2324)
sudoku-cell[interactable]: 8 xyxy=(1382,1955,1416,1989)
answer-cell xyxy=(1342,2057,1362,2077)
black-dot xyxy=(322,2310,336,2324)
sudoku-cell[interactable]: 2 xyxy=(1247,1888,1281,1922)
answer-cell xyxy=(1465,2160,1485,2180)
sudoku-cell[interactable] xyxy=(1415,1820,1449,1854)
sudoku-cell[interactable] xyxy=(1179,1854,1213,1888)
sudoku-grid[interactable] xyxy=(1176,1682,1486,1992)
answer-cell xyxy=(1362,2160,1382,2180)
editorial-headline: ଠେକୁଆ ବିଚାର xyxy=(514,107,976,202)
answer-cell xyxy=(1301,2119,1321,2139)
sudoku-cell[interactable] xyxy=(1280,1753,1314,1787)
answer-cell xyxy=(1444,2180,1464,2200)
sudoku-cell[interactable] xyxy=(1348,1753,1382,1787)
sudoku-cell[interactable] xyxy=(1179,1921,1213,1955)
answer-cell xyxy=(1321,2119,1341,2139)
sudoku-cell[interactable]: 7 xyxy=(1449,1685,1483,1719)
letter2-author: ସୁଜାତା ଷଡ଼ଙ୍ଗୀ, ଶରତ ମହାନ୍ତି, ଖେଡ଼ରାପାଲି ସରୁଆ, କେନ୍ଦୁପାଟଣା xyxy=(1170,1130,1453,1143)
answer-cell xyxy=(1403,2160,1423,2180)
sudoku-cell[interactable] xyxy=(1382,1888,1416,1922)
sudoku-cell[interactable]: C xyxy=(1382,1854,1416,1888)
sudoku-cell[interactable] xyxy=(1415,1854,1449,1888)
answer-cell xyxy=(1301,2160,1321,2180)
contact-email2[interactable]: E-mail:advt@dharitri.com xyxy=(1252,1277,1410,1293)
chirantani-title: ଚିରନ୍ତନୀ xyxy=(19,15,110,43)
chirantani-author: —କାଳିନ୍ଦୀ ଚରଣ ପାଣିଗ୍ରାହୀ xyxy=(115,207,265,223)
shiva-caption-box xyxy=(682,1398,892,1428)
sudoku-cell[interactable]: 4 xyxy=(1382,1786,1416,1820)
editorial-body-2: ପରିସ୍ଥିତିକୁ ମୁକାବିଲା କରିବାରେ ସରକାର ସଫଳ ହୋଇଛନ୍ତି ବୋଲି ଦାବି କରାଯାଉଛି। କିନ୍ତୁ ଗ୍ରାମାଞ୍ଚଳରେ ଏବେ ବି ନଗଦ ଅଭାବ ରହିଛି। ଡିଜିଟାଲ କାରବାରକୁ ପ୍ରୋତ୍ସାହନ ଦିଆଯାଉଛି, କିନ୍ତୁ ଭିତ୍ତିଭୂମି ଅଭାବରୁ ତାହା ସମ୍ଭବ ହୋଇପାରୁନାହିଁ। ସାଧାରଣ ଲୋକଙ୍କୁ ବ୍ୟାଙ୍କିଂ ସେବା ଯୋଗାଇଦେବା ଦରକାର। ପରିସ୍ଥିତିକୁ ମୁକାବିଲା କରିବାରେ ସରକାର ସଫଳ ହୋଇଛନ୍ତି ବୋଲି ଦାବି କରାଯାଉଛି। କିନ୍ତୁ ଗ୍ରାମାଞ୍ଚଳରେ ଏବେ ବି ନଗଦ ଅଭାବ ରହିଛି। ଡିଜିଟାଲ କାରବାରକୁ ପ୍ରୋତ୍ସାହନ ଦିଆଯାଉଛି, କିନ୍ତୁ ଭିତ୍ତିଭୂମି ଅଭାବରୁ ତାହା ସମ୍ଭବ ହୋଇପାରୁନାହିଁ। ସାଧାରଣ ଲୋକଙ୍କୁ ବ୍ୟାଙ୍କିଂ ସେବା ଯୋଗାଇଦେବା ଦରକାର। ପରିସ୍ଥିତିକୁ ମୁକାବିଲା କରିବାରେ ସରକାର ସଫଳ ହୋଇଛନ୍ତି ବୋଲି ଦାବି କରାଯାଉଛି। କିନ୍ତୁ ଗ୍ରାମାଞ୍ଚଳରେ ଏବେ ବି ନଗଦ ଅଭାବ ରହିଛି। ଡିଜିଟାଲ କାରବାରକୁ ପ୍ରୋତ୍ସାହନ ଦିଆଯାଉଛି, କିନ୍ତୁ ଭିତ୍ତିଭୂମି ଅଭାବରୁ ତାହା ସମ୍ଭବ ହୋଇପାରୁନାହିଁ। ସାଧାରଣ ଲୋକଙ୍କୁ ବ୍ୟାଙ୍କିଂ ସେବା ଯୋଗାଇଦେବା ଦରକାର। xyxy=(745,223,1150,380)
sudoku-cell[interactable] xyxy=(1415,1921,1449,1955)
reg-mark xyxy=(520,2310,542,2324)
answer-cell xyxy=(1321,2201,1341,2221)
editorial-subhead: ଆଜିର ଅର୍ଥନୀତି xyxy=(669,510,847,545)
sudoku-cell[interactable] xyxy=(1247,1753,1281,1787)
